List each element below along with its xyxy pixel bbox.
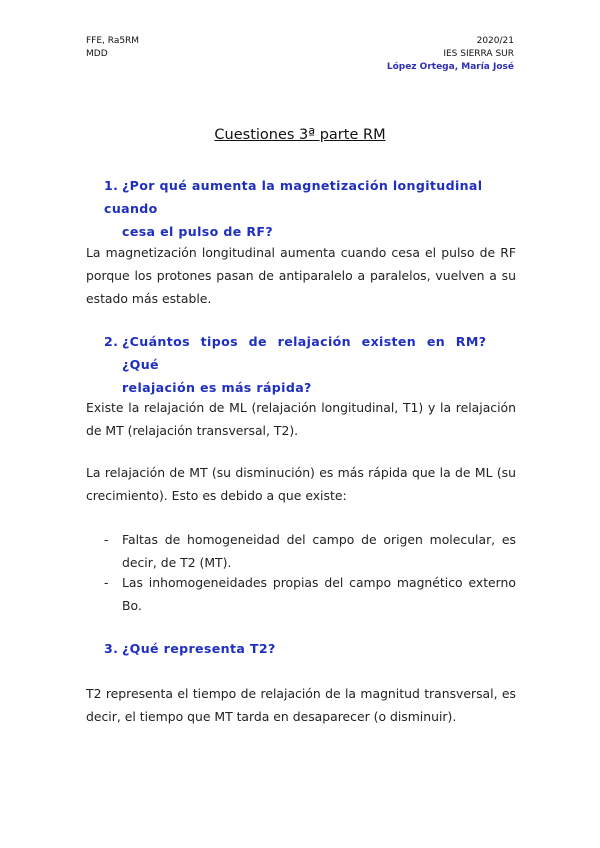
question-2-line1: ¿Cuántos tipos de relajación existen en RM? ¿Qué — [122, 334, 487, 372]
header-subject: MDD — [86, 49, 108, 59]
question-3-line1: ¿Qué representa T2? — [122, 641, 276, 656]
answer-2-paragraph-1: Existe la relajación de ML (relajación longitudinal, T1) y la relajación de MT (relajación transversal, T2). — [86, 400, 516, 438]
list-item-2-text: Las inhomogeneidades propias del campo magnético externo Bo. — [122, 575, 516, 613]
list-dash: - — [104, 532, 109, 547]
header-author: López Ortega, María José — [386, 62, 514, 72]
list-item-1-text: Faltas de homogeneidad del campo de origen molecular, es decir, de T2 (MT). — [122, 532, 516, 570]
question-2 — [104, 330, 516, 399]
answer-1: La magnetización longitudinal aumenta cuando cesa el pulso de RF porque los protones pasan de antiparalelo a paralelos, vuelven a su estado más estable. — [86, 245, 516, 306]
header-left — [86, 35, 139, 61]
question-1 — [104, 174, 516, 243]
question-1-line1: ¿Por qué aumenta la magnetización longitudinal cuando — [104, 178, 483, 216]
question-3 — [104, 637, 516, 660]
question-3-number: 3. — [104, 641, 119, 656]
header-school: IES SIERRA SUR — [443, 49, 514, 59]
page-title: Cuestiones 3ª parte RM — [214, 127, 386, 143]
answer-2-paragraph-2: La relajación de MT (su disminución) es más rápida que la de ML (su crecimiento). Esto es debido a que existe: — [86, 465, 516, 503]
question-2-number: 2. — [104, 334, 119, 349]
header-right — [387, 35, 514, 74]
header-course: FFE, Ra5RM — [86, 36, 140, 46]
list-item-2 — [104, 571, 516, 617]
question-2-line2: relajación es más rápida? — [122, 380, 312, 395]
question-1-number: 1. — [104, 178, 119, 193]
list-dash: - — [104, 575, 109, 590]
header-year: 2020/21 — [476, 36, 514, 46]
answer-3: T2 representa el tiempo de relajación de la magnitud transversal, es decir, el tiempo que MT tarda en desaparecer (o disminuir). — [86, 686, 516, 724]
question-1-line2: cesa el pulso de RF? — [122, 224, 274, 239]
list-item-1 — [104, 528, 516, 574]
